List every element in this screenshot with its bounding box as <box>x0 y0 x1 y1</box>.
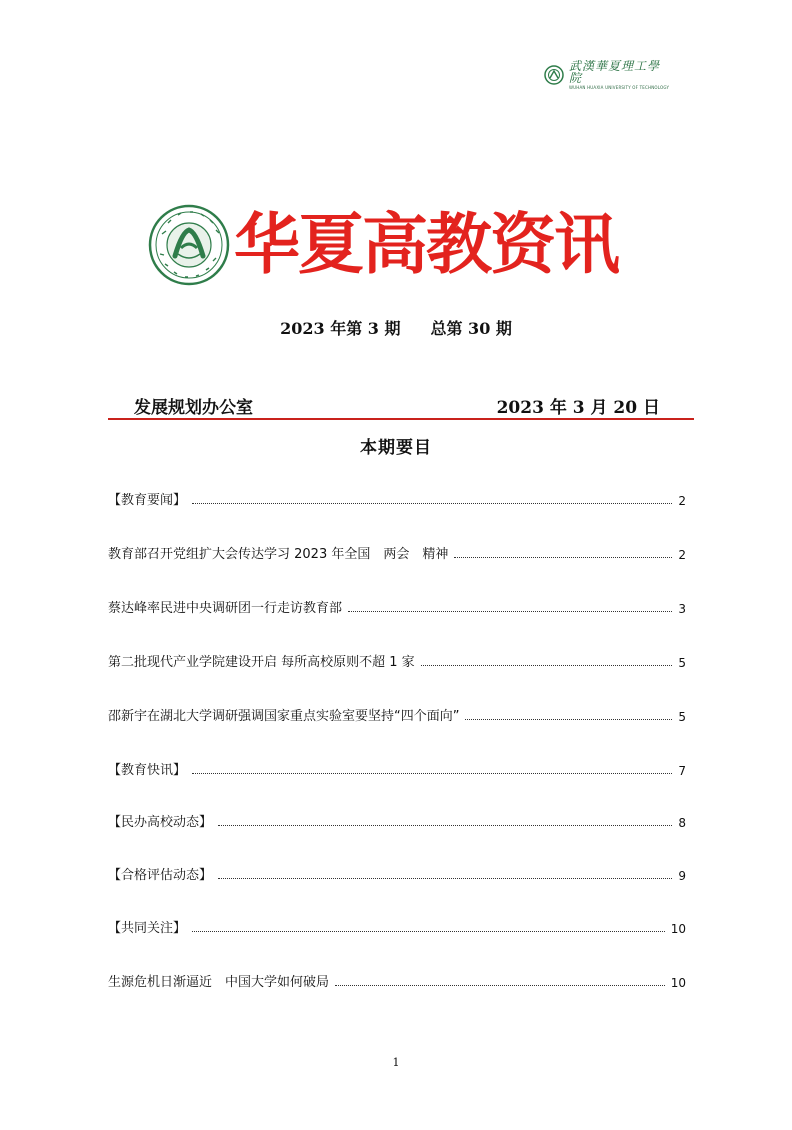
issue-info <box>0 316 792 339</box>
header-logo-english-name: WUHAN HUAXIA UNIVERSITY OF TECHNOLOGY <box>569 85 670 90</box>
toc-entry-page: 10 <box>670 922 686 936</box>
toc-entry-label: 教育部召开党组扩大会传达学习 2023 年全国 两会 精神 <box>108 547 449 562</box>
toc-entry-label: 【民办高校动态】 <box>108 815 213 830</box>
toc-entry[interactable] <box>108 758 686 778</box>
toc-leader-dots <box>335 984 665 986</box>
toc-entry-label: 第二批现代产业学院建设开启 每所高校原则不超 1 家 <box>108 655 415 670</box>
toc-entry[interactable] <box>108 704 686 724</box>
toc-entry-page: 10 <box>670 976 686 990</box>
issue-total-number: 总第 30 期 <box>430 319 512 338</box>
toc-entry-page: 5 <box>678 656 686 670</box>
toc-entry[interactable] <box>108 863 686 883</box>
publication-title: 华夏高教资讯 <box>234 206 618 283</box>
toc-entry-label: 【教育要闻】 <box>108 493 187 508</box>
toc-entry[interactable] <box>108 488 686 508</box>
publisher-office: 发展规划办公室 <box>134 398 253 418</box>
toc-leader-dots <box>192 502 672 504</box>
university-seal-icon <box>148 204 230 286</box>
toc-leader-dots <box>454 556 672 558</box>
toc-entry-page: 2 <box>678 494 686 508</box>
toc-entry-label: 【共同关注】 <box>108 921 187 936</box>
toc-entry-page: 3 <box>678 602 686 616</box>
page-number: 1 <box>392 1056 400 1069</box>
toc-leader-dots <box>192 772 672 774</box>
toc-leader-dots <box>218 824 672 826</box>
toc-entry[interactable] <box>108 916 686 936</box>
toc-entry-page: 8 <box>678 816 686 830</box>
header-logo-chinese-name: 武漢華夏理工學院 <box>569 59 661 85</box>
header-university-logo <box>544 59 672 90</box>
masthead <box>148 204 648 286</box>
issue-number: 2023 年第 3 期 <box>280 319 401 338</box>
toc-leader-dots <box>348 610 672 612</box>
publication-date: 2023 年 3 月 20 日 <box>496 398 660 418</box>
toc-leader-dots <box>192 930 665 932</box>
toc-entry-page: 5 <box>678 710 686 724</box>
red-divider <box>108 418 694 420</box>
toc-entry[interactable] <box>108 970 686 990</box>
toc-leader-dots <box>218 877 672 879</box>
university-emblem-small-icon <box>544 65 564 85</box>
toc-entry-label: 邵新宇在湖北大学调研强调国家重点实验室要坚持“四个面向” <box>108 709 460 724</box>
toc-entry-page: 9 <box>678 869 686 883</box>
toc-leader-dots <box>421 664 673 666</box>
toc-entry-label: 【教育快讯】 <box>108 763 187 778</box>
toc-entry-page: 7 <box>678 764 686 778</box>
toc-leader-dots <box>465 718 672 720</box>
toc-entry[interactable] <box>108 810 686 830</box>
toc-entry[interactable] <box>108 596 686 616</box>
toc-entry[interactable] <box>108 650 686 670</box>
toc-entry[interactable] <box>108 542 686 562</box>
toc-heading: 本期要目 <box>360 438 432 458</box>
toc-entry-label: 生源危机日渐逼近 中国大学如何破局 <box>108 975 330 990</box>
toc-entry-label: 蔡达峰率民进中央调研团一行走访教育部 <box>108 601 343 616</box>
toc-entry-page: 2 <box>678 548 686 562</box>
toc-entry-label: 【合格评估动态】 <box>108 868 213 883</box>
